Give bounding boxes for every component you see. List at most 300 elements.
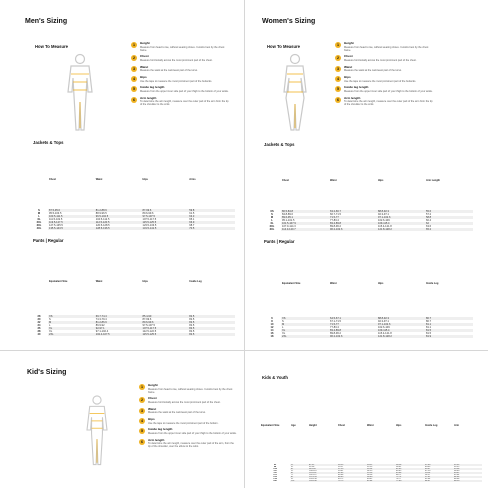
table-cell: 53-55: [337, 464, 366, 466]
table-cell: S: [49, 318, 51, 321]
mens-jackets-title: Jackets & Tops: [33, 140, 64, 145]
table-cell: M: [48, 321, 95, 324]
kids-title: Kid's Sizing: [27, 369, 67, 376]
table-cell: XL: [282, 332, 286, 335]
step-arm-length: [335, 97, 435, 107]
table-cell: 107.5-117.5: [142, 218, 157, 221]
womens-sizing-panel: [245, 0, 488, 350]
table-cell: 104-110: [309, 470, 317, 472]
step-desc: Measure from the upper inner side part of your thigh to the bottom of your ankle.: [140, 89, 229, 93]
table-header: Chest: [281, 151, 329, 210]
table-cell: 4XL: [30, 227, 48, 230]
step-desc: To determine the arm length, measure over the outer part of the arm from the tip of the shoulder to the wrist.: [344, 100, 433, 107]
step-waist: [335, 66, 435, 73]
table-cell: 55.6: [425, 210, 473, 213]
table-cell: 65-68: [395, 472, 424, 474]
table-header-row: [263, 250, 473, 317]
table-cell: 62: [425, 222, 473, 225]
table-cell: 3XL: [36, 224, 42, 227]
kids-youth-panel: [245, 351, 488, 488]
step-title: Chest: [344, 54, 353, 59]
table-cell: 34: [37, 324, 41, 327]
table-cell: 36: [30, 327, 48, 330]
table-cell: 87-92: [308, 464, 337, 466]
table-header-row: [30, 150, 235, 209]
step-number: 5: [133, 87, 135, 92]
table-cell: 115.5-125.5: [142, 333, 189, 336]
table-cell: 97.1-102.4: [95, 330, 109, 333]
table-cell: 134-140: [308, 480, 337, 482]
step-number: 3: [337, 66, 339, 71]
table-cell: XL: [48, 327, 95, 330]
table-cell: 82.5: [188, 315, 235, 318]
step-number: 6: [337, 97, 339, 102]
step-number: 2: [337, 56, 339, 61]
table-cell: 2XL: [30, 221, 48, 224]
table-cell: 63.6: [426, 225, 432, 228]
table-cell: 30: [37, 318, 41, 321]
table-cell: 61-63: [337, 472, 366, 474]
step-waist: [139, 408, 237, 415]
table-cell: 4Y: [290, 468, 308, 470]
womens-pants-title: Pants | Regular: [264, 239, 295, 244]
table-header: Arm: [453, 387, 482, 464]
table-cell: 77-80: [395, 480, 424, 482]
table-cell: 82.5: [188, 321, 235, 324]
table-cell: 61.5: [189, 212, 195, 215]
kids-body-figure-icon: [77, 389, 117, 471]
table-row: [30, 227, 235, 230]
table-cell: 123.5-133.5: [142, 224, 157, 227]
step-title: Height: [344, 41, 354, 45]
step-chest: [131, 55, 231, 62]
table-cell: 32: [30, 321, 48, 324]
step-title: Height: [148, 383, 158, 387]
womens-body-figure-icon: [273, 52, 317, 132]
mens-pants-title: Pants | Regular: [33, 238, 64, 243]
table-header: Age: [290, 387, 308, 464]
table-cell: 58-60: [366, 476, 395, 478]
table-cell: 60.4: [426, 219, 432, 222]
table-cell: 65.1: [189, 218, 195, 221]
table-cell: 82.5: [188, 333, 235, 336]
mens-steps: [131, 42, 231, 110]
step-number: 6: [133, 97, 135, 102]
table-cell: XL: [263, 222, 281, 225]
table-cell: 131.5-141.5: [142, 227, 189, 230]
kids-sizing-panel: [0, 351, 244, 488]
step-arm-length: [131, 97, 231, 107]
step-desc: To determine the arm length, measure over the outer part of the arm, from the tip of the shoulder, over the elbow to the wrist.: [148, 442, 234, 449]
table-cell: 111.5-119.5: [49, 218, 63, 221]
table-cell: 52-53: [367, 466, 373, 468]
table-cell: 121.8-128.2: [377, 335, 425, 338]
table-cell: 10Y: [290, 480, 308, 482]
table-cell: M: [281, 323, 329, 326]
table-cell: 80.7: [426, 320, 432, 323]
table-cell: 54-55: [367, 470, 373, 472]
table-cell: 81.5: [426, 332, 432, 335]
step-number: 4: [337, 76, 339, 81]
table-cell: 92-98: [309, 466, 315, 468]
table-cell: 128-134: [309, 478, 317, 480]
table-cell: XL: [281, 329, 329, 332]
table-cell: 104: [260, 468, 290, 470]
table-cell: 2Y: [290, 464, 308, 466]
table-cell: 32-33: [453, 464, 482, 466]
table-cell: 88.8-92.3: [377, 210, 425, 213]
step-desc: Measure from head to toe, without wearing shoes. It works best by the chest frame.: [148, 387, 233, 394]
step-number: 2: [133, 56, 135, 61]
table-header: Waist: [366, 387, 395, 464]
table-cell: 115.4-121.8: [378, 225, 392, 228]
mens-sizing-panel: [0, 0, 243, 350]
table-cell: 10: [263, 323, 281, 326]
table-header: Equivalent Size: [48, 248, 95, 315]
table-header-row: [260, 387, 482, 464]
table-cell: 98-104: [308, 468, 337, 470]
table-cell: S: [30, 209, 48, 212]
table-cell: 50-54: [424, 472, 453, 474]
step-desc: Measure from head to toe, without wearing shoes. It works best by the chest frame.: [140, 45, 225, 52]
step-title: Hips: [344, 74, 351, 79]
table-cell: L: [282, 326, 284, 329]
step-title: Hips: [140, 74, 147, 79]
table-cell: 122-128: [308, 476, 337, 478]
table-cell: 69-72: [338, 478, 344, 480]
table-cell: 42-44: [454, 474, 460, 476]
table-header: Equivalent Size: [260, 387, 290, 464]
table-cell: 54-57: [425, 474, 431, 476]
step-arm-length: [139, 439, 237, 449]
step-hips: [335, 76, 435, 83]
table-header: Hips: [395, 387, 424, 464]
step-title: Arm length: [344, 95, 361, 100]
table-cell: XL: [37, 218, 41, 221]
table-cell: 53-54: [366, 468, 395, 470]
table-header: Equivalent Size: [281, 250, 329, 317]
table-header: Waist: [95, 150, 142, 209]
step-desc: Use the tape to measure the most prominent part of the buttocks.: [140, 79, 213, 83]
table-row: [263, 335, 473, 338]
table-cell: 82.5: [188, 327, 235, 330]
table-cell: 81.1: [425, 323, 473, 326]
table-cell: L: [30, 215, 48, 218]
step-number: 6: [141, 439, 143, 444]
kids-youth-title: Kids & Youth: [262, 375, 288, 380]
table-cell: 102.6-109: [378, 326, 390, 329]
table-cell: 63.2-66.7: [329, 210, 377, 213]
table-cell: 84.8-89.6: [282, 213, 293, 216]
table-cell: 7Y: [291, 474, 294, 476]
table-cell: 110: [273, 470, 277, 472]
table-cell: XL: [49, 330, 53, 333]
table-cell: 16: [270, 332, 274, 335]
kids-steps: [139, 384, 237, 452]
step-number: 5: [141, 429, 143, 434]
step-title: Waist: [344, 64, 353, 69]
table-cell: 37-40: [424, 464, 453, 466]
table-cell: 66-69: [337, 476, 366, 478]
table-cell: 89.6-95.1: [281, 216, 329, 219]
table-header-row: [263, 151, 473, 210]
step-title: Chest: [148, 396, 157, 401]
table-cell: 71.5-77: [329, 323, 377, 326]
mens-body-figure-icon: [58, 52, 102, 132]
table-cell: 57-59: [337, 468, 366, 470]
table-cell: XS: [263, 210, 281, 213]
table-cell: 61-64: [425, 478, 431, 480]
table-cell: 115.4-121.8: [378, 332, 392, 335]
table-cell: 14: [263, 329, 281, 332]
step-height: [131, 42, 231, 52]
table-cell: 50-52: [366, 464, 395, 466]
table-cell: 58.8: [425, 216, 473, 219]
step-desc: Use the tape to measure the most prominent part of the bottom.: [148, 421, 219, 425]
table-cell: 56-58: [395, 464, 424, 466]
table-cell: 98: [273, 466, 277, 468]
step-desc: Measure from head to toe, without wearing shoes. It works best by the chest frame.: [344, 45, 429, 52]
table-cell: 116-122: [309, 474, 317, 476]
table-header: Arm Length: [425, 151, 473, 210]
table-cell: 140: [260, 480, 290, 482]
table-cell: 60-62: [367, 478, 373, 480]
table-cell: 92.3-97.1: [378, 213, 389, 216]
step-height: [139, 384, 237, 394]
table-cell: 68-71: [396, 474, 402, 476]
table-cell: 71.5-77: [329, 216, 377, 219]
table-cell: 44-46: [453, 476, 482, 478]
table-cell: 18: [263, 335, 281, 338]
step-number: 1: [337, 43, 339, 47]
table-cell: 120.5-128.5: [95, 224, 110, 227]
table-cell: S: [271, 213, 273, 216]
table-header-row: [30, 248, 235, 315]
table-cell: 68.7: [189, 224, 195, 227]
table-header: [30, 248, 48, 315]
table-cell: 102.6-109: [378, 219, 390, 222]
table-cell: 12: [270, 326, 274, 329]
table-header: Hips: [377, 151, 425, 210]
table-cell: 119.5-127.5: [48, 221, 95, 224]
step-desc: Measure from the upper inner side part of your thigh to the bottom of your ankle.: [148, 431, 237, 435]
table-cell: 46-48: [454, 478, 460, 480]
table-cell: 64.5-67.1: [329, 317, 377, 320]
step-title: Inside leg length: [140, 85, 165, 90]
step-waist: [131, 66, 231, 73]
table-cell: 96.2-102.6: [329, 335, 377, 338]
table-cell: 55-56: [366, 472, 395, 474]
table-header: Chest: [48, 150, 95, 209]
step-desc: Measure the waist at the narrowest part of the torso.: [148, 411, 206, 415]
table-cell: 101.5-107.9: [281, 222, 329, 225]
table-cell: 3Y: [291, 466, 294, 468]
table-row: [263, 228, 473, 231]
step-number: 1: [133, 43, 135, 47]
table-cell: 70.5: [188, 227, 235, 230]
table-header: [263, 250, 281, 317]
step-desc: Use the tape to measure the most prominent part of the buttocks.: [344, 79, 417, 83]
womens-jackets-title: Jackets & Tops: [264, 142, 295, 147]
table-cell: 112.5-120.5: [95, 221, 142, 224]
step-title: Hips: [148, 416, 155, 421]
step-desc: To determine the arm length, measure over the outer part of the arm from the tip of the shoulder to the wrist.: [140, 100, 229, 107]
table-cell: 3XL: [263, 228, 281, 231]
table-cell: 89.8-96.2: [330, 332, 341, 335]
table-cell: 63-66: [338, 474, 344, 476]
step-inside-leg: [131, 86, 231, 93]
step-chest: [335, 55, 435, 62]
step-title: Arm length: [148, 437, 165, 442]
table-cell: 40-42: [453, 472, 482, 474]
step-number: 4: [141, 418, 143, 423]
mens-how-to-measure: How To Measure: [35, 44, 68, 49]
table-cell: 134: [273, 478, 277, 480]
table-header: Inside Leg: [188, 248, 235, 315]
table-cell: 38: [37, 330, 41, 333]
step-title: Waist: [148, 406, 157, 411]
mens-jackets-table: [30, 150, 235, 230]
table-cell: 63.3: [188, 215, 235, 218]
table-cell: 6: [263, 317, 281, 320]
step-title: Inside leg length: [148, 427, 173, 432]
table-cell: 81.5: [425, 329, 473, 332]
table-cell: 128.5-136.5: [95, 227, 142, 230]
table-cell: 128: [260, 476, 290, 478]
table-cell: 88.9-96.5: [95, 212, 107, 215]
table-cell: 135.5-143.5: [48, 227, 95, 230]
womens-jackets-table: [263, 151, 473, 231]
table-cell: 121.8-128.2: [377, 228, 425, 231]
mens-pants-table: [30, 248, 235, 336]
table-cell: 95.1-101.5: [282, 219, 295, 222]
table-header: Inside Leg: [425, 250, 473, 317]
table-cell: L: [49, 324, 51, 327]
table-cell: 57.2: [426, 213, 432, 216]
table-cell: 97.1-102.6: [377, 323, 425, 326]
table-cell: 97.1-102.6: [377, 216, 425, 219]
step-title: Inside leg length: [344, 85, 369, 90]
table-cell: 35-38: [453, 468, 482, 470]
step-desc: Measure horizontally across the most prominent part of the chest.: [140, 58, 213, 62]
table-header: Arms: [188, 150, 235, 209]
step-title: Chest: [140, 54, 149, 59]
step-chest: [139, 397, 237, 404]
table-cell: 40-43: [425, 466, 431, 468]
table-cell: 74.3-79.4: [95, 318, 107, 321]
table-cell: 96.2-102.6: [329, 228, 377, 231]
step-title: Height: [140, 41, 150, 45]
table-cell: 2XL: [269, 225, 275, 228]
table-cell: 55-57: [338, 466, 344, 468]
table-cell: 97.5-107.5: [142, 324, 155, 327]
table-cell: 116: [260, 472, 290, 474]
table-cell: 9Y: [291, 478, 294, 480]
table-cell: 5Y: [291, 470, 294, 472]
table-cell: 87.5-95.6: [48, 209, 95, 212]
table-cell: 92.3-97.1: [378, 320, 389, 323]
table-cell: 89.6-99.6: [142, 212, 154, 215]
step-hips: [139, 418, 237, 425]
table-cell: 109-115.4: [377, 222, 425, 225]
table-cell: 110-116: [308, 472, 337, 474]
table-cell: 8Y: [290, 476, 308, 478]
table-cell: 89.8-96.2: [330, 225, 341, 228]
step-inside-leg: [139, 428, 237, 435]
table-cell: 83.4-89.8: [329, 329, 377, 332]
table-cell: 65.2: [425, 228, 473, 231]
table-cell: 56-58: [367, 474, 373, 476]
table-row: [30, 333, 235, 336]
table-cell: 81.9: [425, 335, 473, 338]
table-cell: 81.2-88.9: [95, 209, 142, 212]
table-header: [30, 150, 48, 209]
step-title: Arm length: [140, 95, 157, 100]
table-cell: XS: [48, 315, 95, 318]
table-cell: 122: [273, 474, 277, 476]
table-cell: 104.5-112.5: [95, 218, 110, 221]
table-cell: XS: [281, 317, 329, 320]
table-cell: S: [282, 320, 284, 323]
table-cell: 8: [271, 320, 273, 323]
table-cell: 80.5-84.8: [281, 210, 329, 213]
table-cell: 62-64: [366, 480, 395, 482]
table-cell: 102.4-107.5: [95, 333, 142, 336]
table-cell: 67.1-71.5: [330, 320, 341, 323]
step-inside-leg: [335, 86, 435, 93]
table-cell: 59-61: [338, 470, 344, 472]
table-cell: 112.5-122.5: [142, 330, 157, 333]
step-desc: Measure the waist at the narrowest part of the torso.: [140, 69, 198, 73]
step-desc: Measure from the upper inner side part of your thigh to the bottom of your ankle.: [344, 89, 433, 93]
table-header: Hips: [377, 250, 425, 317]
table-cell: 103.5-111.5: [48, 215, 95, 218]
step-desc: Measure horizontally across the most prominent part of the chest.: [148, 400, 221, 404]
step-number: 4: [133, 76, 135, 81]
table-cell: 58-61: [396, 466, 402, 468]
table-cell: 59.8: [188, 209, 235, 212]
table-cell: 82.5: [189, 318, 195, 321]
step-number: 3: [133, 66, 135, 71]
table-cell: 81.1: [426, 326, 432, 329]
table-cell: 71-74: [395, 476, 424, 478]
table-cell: 69.7-74.4: [95, 315, 142, 318]
step-title: Waist: [140, 64, 149, 69]
table-cell: 95.5-103.5: [49, 212, 62, 215]
table-cell: 61-63: [395, 468, 424, 470]
table-cell: 48-50: [453, 480, 482, 482]
table-header: Waist: [329, 250, 377, 317]
table-header: Chest: [337, 387, 366, 464]
step-desc: Measure the waist at the narrowest part of the torso.: [344, 69, 402, 73]
table-cell: 64-67: [424, 480, 453, 482]
step-number: 2: [141, 398, 143, 403]
table-cell: 107.9-114.3: [282, 225, 296, 228]
womens-steps: [335, 42, 435, 110]
table-cell: 81.2-86.9: [95, 321, 142, 324]
table-cell: 87-99.6: [142, 318, 152, 321]
table-header: Hips: [142, 248, 189, 315]
table-cell: 114.3-120.7: [281, 228, 329, 231]
table-cell: 74-77: [396, 478, 402, 480]
table-cell: 127.5-135.5: [49, 224, 63, 227]
table-cell: 87-99.6: [142, 209, 189, 212]
mens-title: Men's Sizing: [25, 18, 68, 25]
table-cell: 77-83.4: [330, 219, 339, 222]
table-cell: 2XL: [48, 333, 95, 336]
table-cell: 43-47: [424, 468, 453, 470]
table-cell: 47-50: [425, 470, 431, 472]
